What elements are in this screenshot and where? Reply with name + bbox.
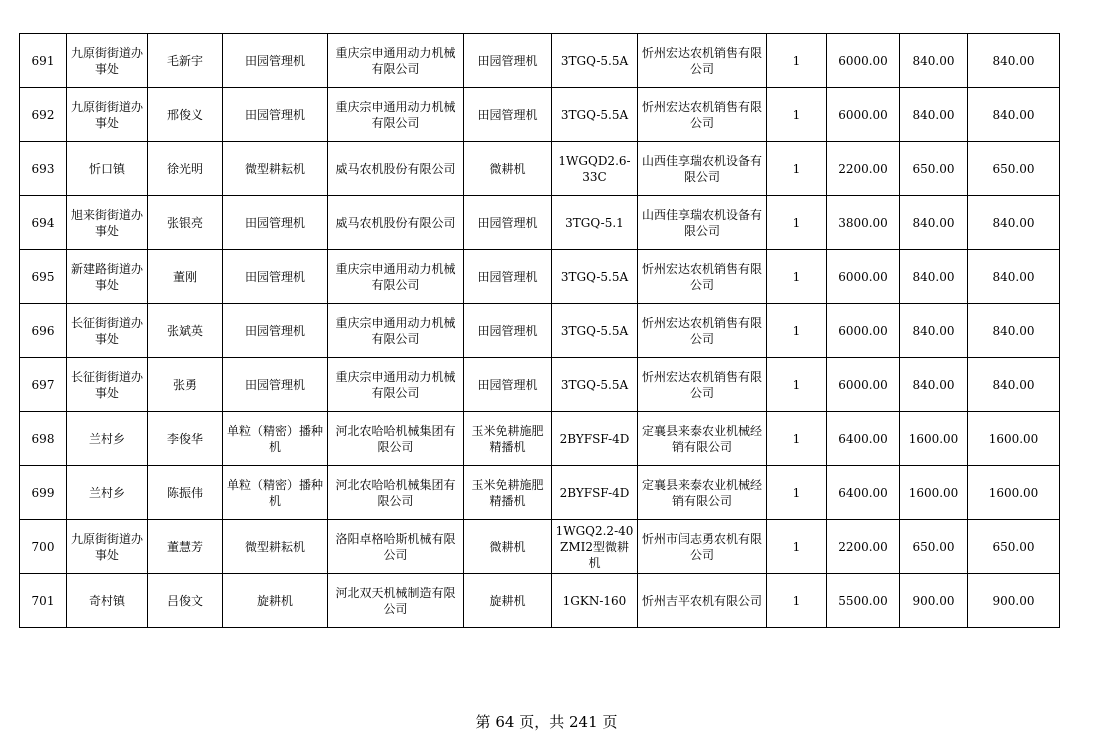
model-cell: 3TGQ-5.5A [552, 304, 638, 358]
quantity-cell: 1 [767, 466, 827, 520]
product-name-cell: 微耕机 [464, 142, 552, 196]
product-name-cell: 玉米免耕施肥精播机 [464, 466, 552, 520]
page-footer [0, 711, 1093, 732]
table-row [20, 358, 1060, 412]
machine-category-cell: 微型耕耘机 [223, 520, 328, 574]
total-subsidy-cell: 650.00 [968, 520, 1060, 574]
unit-subsidy-cell: 840.00 [900, 88, 968, 142]
product-name-cell: 微耕机 [464, 520, 552, 574]
quantity-cell: 1 [767, 412, 827, 466]
table-row [20, 412, 1060, 466]
machine-category-cell: 田园管理机 [223, 358, 328, 412]
product-name-cell: 田园管理机 [464, 304, 552, 358]
row-number-cell: 694 [20, 196, 67, 250]
town-cell: 兰村乡 [67, 466, 148, 520]
manufacturer-cell: 洛阳卓格哈斯机械有限公司 [328, 520, 464, 574]
machine-category-cell: 微型耕耘机 [223, 142, 328, 196]
product-name-cell: 田园管理机 [464, 250, 552, 304]
price-cell: 6000.00 [827, 88, 900, 142]
model-cell: 2BYFSF-4D [552, 466, 638, 520]
manufacturer-cell: 河北农哈哈机械集团有限公司 [328, 466, 464, 520]
total-subsidy-cell: 840.00 [968, 196, 1060, 250]
row-number-cell: 692 [20, 88, 67, 142]
product-name-cell: 田园管理机 [464, 88, 552, 142]
price-cell: 6000.00 [827, 250, 900, 304]
quantity-cell: 1 [767, 358, 827, 412]
town-cell: 新建路街道办事处 [67, 250, 148, 304]
buyer-name-cell: 吕俊文 [148, 574, 223, 628]
footer-middle: 页，共 [519, 713, 565, 731]
total-subsidy-cell: 840.00 [968, 34, 1060, 88]
total-page-count: 241 [569, 713, 598, 731]
dealer-cell: 定襄县来泰农业机械经销有限公司 [638, 412, 767, 466]
total-subsidy-cell: 650.00 [968, 142, 1060, 196]
dealer-cell: 忻州宏达农机销售有限公司 [638, 34, 767, 88]
unit-subsidy-cell: 900.00 [900, 574, 968, 628]
table-row [20, 250, 1060, 304]
row-number-cell: 701 [20, 574, 67, 628]
manufacturer-cell: 威马农机股份有限公司 [328, 142, 464, 196]
product-name-cell: 玉米免耕施肥精播机 [464, 412, 552, 466]
machine-category-cell: 旋耕机 [223, 574, 328, 628]
table-row [20, 574, 1060, 628]
total-subsidy-cell: 840.00 [968, 250, 1060, 304]
manufacturer-cell: 重庆宗申通用动力机械有限公司 [328, 358, 464, 412]
quantity-cell: 1 [767, 196, 827, 250]
machine-category-cell: 田园管理机 [223, 304, 328, 358]
product-name-cell: 田园管理机 [464, 358, 552, 412]
unit-subsidy-cell: 1600.00 [900, 412, 968, 466]
unit-subsidy-cell: 840.00 [900, 250, 968, 304]
manufacturer-cell: 河北农哈哈机械集团有限公司 [328, 412, 464, 466]
town-cell: 九原街街道办事处 [67, 520, 148, 574]
footer-suffix: 页 [602, 713, 618, 731]
town-cell: 长征街街道办事处 [67, 304, 148, 358]
product-name-cell: 田园管理机 [464, 196, 552, 250]
quantity-cell: 1 [767, 304, 827, 358]
quantity-cell: 1 [767, 250, 827, 304]
price-cell: 6000.00 [827, 34, 900, 88]
machine-category-cell: 田园管理机 [223, 196, 328, 250]
price-cell: 6400.00 [827, 412, 900, 466]
unit-subsidy-cell: 840.00 [900, 34, 968, 88]
model-cell: 2BYFSF-4D [552, 412, 638, 466]
dealer-cell: 忻州宏达农机销售有限公司 [638, 304, 767, 358]
table-row [20, 520, 1060, 574]
price-cell: 5500.00 [827, 574, 900, 628]
price-cell: 6400.00 [827, 466, 900, 520]
manufacturer-cell: 重庆宗申通用动力机械有限公司 [328, 304, 464, 358]
row-number-cell: 700 [20, 520, 67, 574]
table-row [20, 142, 1060, 196]
price-cell: 2200.00 [827, 520, 900, 574]
machine-category-cell: 单粒（精密）播种机 [223, 466, 328, 520]
unit-subsidy-cell: 840.00 [900, 304, 968, 358]
model-cell: 3TGQ-5.5A [552, 34, 638, 88]
total-subsidy-cell: 1600.00 [968, 466, 1060, 520]
total-subsidy-cell: 840.00 [968, 304, 1060, 358]
dealer-cell: 定襄县来泰农业机械经销有限公司 [638, 466, 767, 520]
dealer-cell: 忻州宏达农机销售有限公司 [638, 358, 767, 412]
product-name-cell: 旋耕机 [464, 574, 552, 628]
town-cell: 长征街街道办事处 [67, 358, 148, 412]
quantity-cell: 1 [767, 142, 827, 196]
unit-subsidy-cell: 650.00 [900, 142, 968, 196]
row-number-cell: 693 [20, 142, 67, 196]
buyer-name-cell: 张斌英 [148, 304, 223, 358]
row-number-cell: 696 [20, 304, 67, 358]
table-row [20, 304, 1060, 358]
model-cell: 1WGQD2.6-33C [552, 142, 638, 196]
price-cell: 3800.00 [827, 196, 900, 250]
machine-category-cell: 单粒（精密）播种机 [223, 412, 328, 466]
table-body [20, 34, 1060, 628]
model-cell: 3TGQ-5.1 [552, 196, 638, 250]
buyer-name-cell: 陈振伟 [148, 466, 223, 520]
buyer-name-cell: 徐光明 [148, 142, 223, 196]
machine-category-cell: 田园管理机 [223, 34, 328, 88]
manufacturer-cell: 重庆宗申通用动力机械有限公司 [328, 34, 464, 88]
dealer-cell: 山西佳享瑞农机设备有限公司 [638, 196, 767, 250]
product-name-cell: 田园管理机 [464, 34, 552, 88]
dealer-cell: 山西佳享瑞农机设备有限公司 [638, 142, 767, 196]
town-cell: 忻口镇 [67, 142, 148, 196]
price-cell: 2200.00 [827, 142, 900, 196]
model-cell: 3TGQ-5.5A [552, 358, 638, 412]
table-row [20, 466, 1060, 520]
buyer-name-cell: 张银亮 [148, 196, 223, 250]
model-cell: 1GKN-160 [552, 574, 638, 628]
dealer-cell: 忻州宏达农机销售有限公司 [638, 88, 767, 142]
town-cell: 兰村乡 [67, 412, 148, 466]
town-cell: 九原街街道办事处 [67, 34, 148, 88]
price-cell: 6000.00 [827, 358, 900, 412]
table-row [20, 34, 1060, 88]
price-cell: 6000.00 [827, 304, 900, 358]
quantity-cell: 1 [767, 88, 827, 142]
unit-subsidy-cell: 650.00 [900, 520, 968, 574]
total-subsidy-cell: 1600.00 [968, 412, 1060, 466]
buyer-name-cell: 邢俊义 [148, 88, 223, 142]
quantity-cell: 1 [767, 520, 827, 574]
row-number-cell: 697 [20, 358, 67, 412]
unit-subsidy-cell: 1600.00 [900, 466, 968, 520]
buyer-name-cell: 毛新宇 [148, 34, 223, 88]
row-number-cell: 695 [20, 250, 67, 304]
buyer-name-cell: 张勇 [148, 358, 223, 412]
manufacturer-cell: 重庆宗申通用动力机械有限公司 [328, 250, 464, 304]
row-number-cell: 699 [20, 466, 67, 520]
table-row [20, 196, 1060, 250]
row-number-cell: 691 [20, 34, 67, 88]
manufacturer-cell: 河北双天机械制造有限公司 [328, 574, 464, 628]
machine-category-cell: 田园管理机 [223, 250, 328, 304]
town-cell: 旭来街街道办事处 [67, 196, 148, 250]
model-cell: 3TGQ-5.5A [552, 88, 638, 142]
buyer-name-cell: 李俊华 [148, 412, 223, 466]
manufacturer-cell: 威马农机股份有限公司 [328, 196, 464, 250]
table-row [20, 88, 1060, 142]
total-subsidy-cell: 900.00 [968, 574, 1060, 628]
current-page-number: 64 [495, 713, 515, 731]
machine-category-cell: 田园管理机 [223, 88, 328, 142]
model-cell: 1WGQ2.2-40ZMI2型微耕机 [552, 520, 638, 574]
buyer-name-cell: 董刚 [148, 250, 223, 304]
footer-prefix: 第 [475, 713, 491, 731]
town-cell: 九原街街道办事处 [67, 88, 148, 142]
buyer-name-cell: 董慧芳 [148, 520, 223, 574]
manufacturer-cell: 重庆宗申通用动力机械有限公司 [328, 88, 464, 142]
row-number-cell: 698 [20, 412, 67, 466]
quantity-cell: 1 [767, 34, 827, 88]
dealer-cell: 忻州吉平农机有限公司 [638, 574, 767, 628]
unit-subsidy-cell: 840.00 [900, 358, 968, 412]
dealer-cell: 忻州市闫志勇农机有限公司 [638, 520, 767, 574]
model-cell: 3TGQ-5.5A [552, 250, 638, 304]
quantity-cell: 1 [767, 574, 827, 628]
total-subsidy-cell: 840.00 [968, 358, 1060, 412]
unit-subsidy-cell: 840.00 [900, 196, 968, 250]
subsidy-table [19, 33, 1060, 628]
total-subsidy-cell: 840.00 [968, 88, 1060, 142]
town-cell: 奇村镇 [67, 574, 148, 628]
dealer-cell: 忻州宏达农机销售有限公司 [638, 250, 767, 304]
